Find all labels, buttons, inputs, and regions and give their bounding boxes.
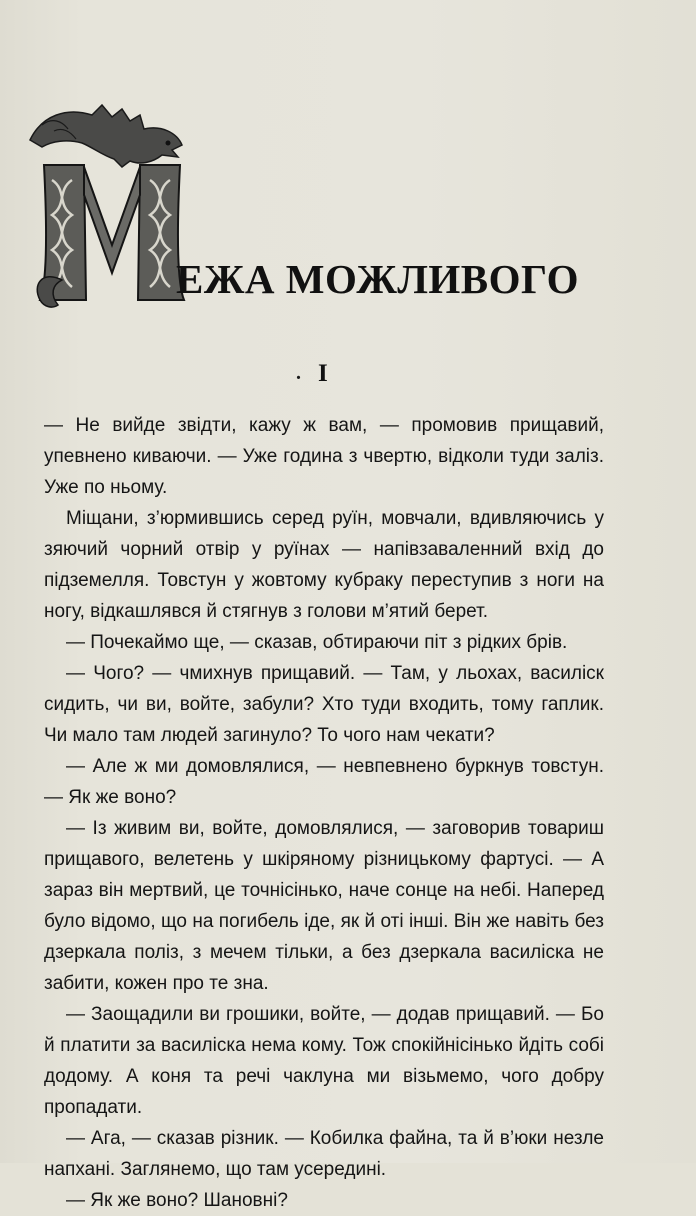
dragon-dropcap-icon (22, 95, 197, 315)
chapter-header (22, 95, 682, 335)
paragraph: Міщани, з’юрмившись серед руїн, мовчали, вдивляючись у зяючий чорний отвір у руїнах — напівзаваленний вхід до підземелля. Товстун у жовтому кубраку переступив з ноги на ногу, відкашлявся й стягнув з голови м’ятий берет. (44, 508, 604, 622)
paragraph: — Почекаймо ще, — сказав, обтираючи піт з рідких брів. (66, 632, 568, 653)
paragraph: — Ага, — сказав різник. — Кобилка файна, та й в’юки незле напхані. Заглянемо, що там усередині. (44, 1128, 604, 1180)
paragraph: — Але ж ми домовлялися, — невпевнено буркнув товстун. — Як же воно? (44, 756, 604, 808)
paragraph: — Із живим ви, войте, домовлялися, — заговорив товариш прищавого, велетень у шкіряному різницькому фартусі. — А зараз він мертвий, це точнісінько, наче сонце на небі. Наперед було відомо, що на погибель іде, як й оті інші. Він же навіть без дзеркала поліз, з мечем тільки, а без дзеркала василіска не забити, кожен про те зна. (44, 818, 604, 994)
paragraph: — Чого? — чмихнув прищавий. — Там, у льохах, василіск сидить, чи ви, войте, забули? Хто туди входить, тому гаплик. Чи мало там людей загинуло? То чого нам чекати? (44, 663, 604, 746)
chapter-title: ЕЖА МОЖЛИВОГО (176, 256, 579, 302)
paragraph: — Не вийде звідти, кажу ж вам, — промовив прищавий, упевнено киваючи. — Уже година з чвертю, відколи туди заліз. Уже по ньому. (44, 415, 604, 498)
paragraph: — Як же воно? Шановні? (66, 1190, 288, 1211)
section-number: I (318, 360, 328, 387)
body-text (44, 410, 604, 1216)
section-dot: . (296, 362, 301, 384)
paragraph: — Заощадили ви грошики, войте, — додав прищавий. — Бо й платити за василіска нема кому. Тож спокійнісінько йдіть собі додому. А коня та речі чаклуна ми візьмемо, чого добру пропадати. (44, 1004, 604, 1118)
